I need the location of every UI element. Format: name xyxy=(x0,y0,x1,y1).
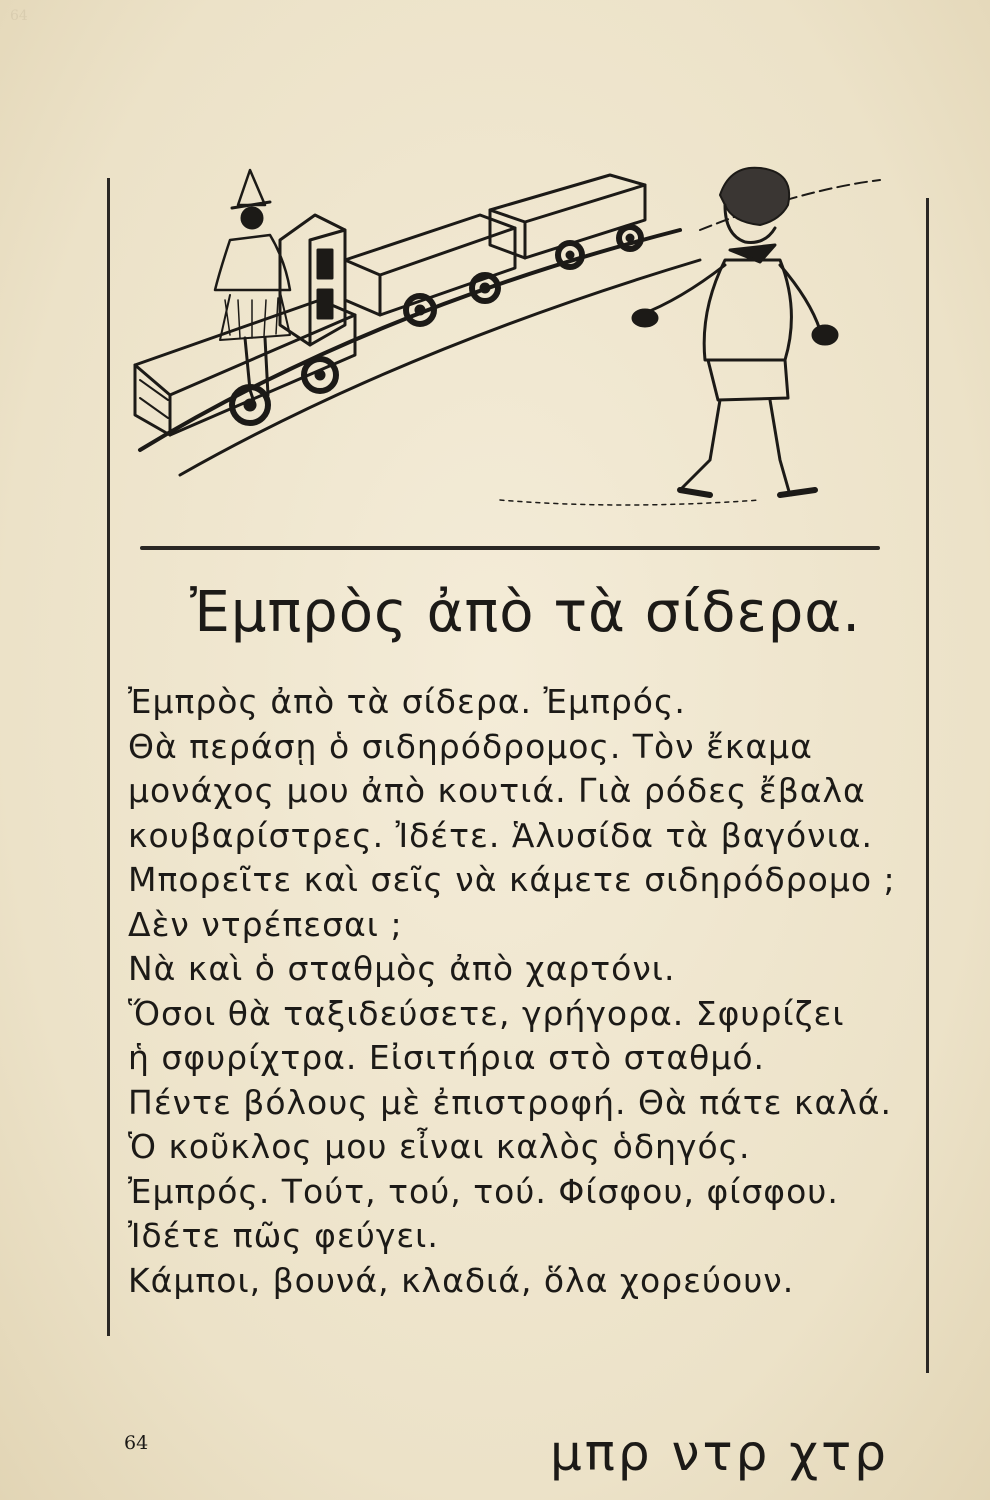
text-line: Ὅσοι θὰ ταξιδεύσετε, γρήγορα. Σφυρίζει xyxy=(128,993,845,1033)
text-line: κουβαρίστρες. Ἰδέτε. Ἁλυσίδα τὰ βαγόνια. xyxy=(128,815,874,855)
horizontal-rule xyxy=(140,546,880,550)
text-line: Θὰ περάσῃ ὁ σιδηρόδρομος. Τὸν ἔκαμα xyxy=(128,726,813,766)
ghost-page-number: 64 xyxy=(10,8,28,24)
text-line: Δὲν ντρέπεσαι ; xyxy=(128,904,403,944)
right-border-line xyxy=(926,198,929,1373)
lesson-body xyxy=(128,680,918,1303)
text-line: Νὰ καὶ ὁ σταθμὸς ἀπὸ χαρτόνι. xyxy=(128,949,676,988)
text-line: Ἐμπρός. Τούτ, τού, τού. Φίσφου, φίσφου. xyxy=(128,1171,839,1211)
text-line: Κάμποι, βουνά, κλαδιά, ὅλα χορεύουν. xyxy=(128,1260,795,1300)
text-line: Ἰδέτε πῶς φεύγει. xyxy=(128,1216,439,1255)
lesson-title: Ἐμπρὸς ἀπὸ τὰ σίδερα. xyxy=(190,580,861,645)
text-line: Ἐμπρὸς ἀπὸ τὰ σίδερα. Ἐμπρός. xyxy=(128,682,686,721)
train-illustration xyxy=(120,150,890,535)
text-line: Ὁ κοῦκλος μου εἶναι καλὸς ὁδηγός. xyxy=(128,1127,751,1166)
text-line: ἡ σφυρίχτρα. Εἰσιτήρια στὸ σταθμό. xyxy=(128,1038,766,1077)
page-number: 64 xyxy=(124,1432,149,1454)
left-border-line xyxy=(107,178,110,1336)
syllable-practice: μπρ ντρ χτρ xyxy=(550,1424,889,1482)
text-line: μονάχος μου ἀπὸ κουτιά. Γιὰ ρόδες ἔβαλα xyxy=(128,771,866,810)
text-line: Πέντε βόλους μὲ ἐπιστροφή. Θὰ πάτε καλά. xyxy=(128,1082,892,1122)
text-line: Μπορεῖτε καὶ σεῖς νὰ κάμετε σιδηρόδρομο ; xyxy=(128,860,896,899)
